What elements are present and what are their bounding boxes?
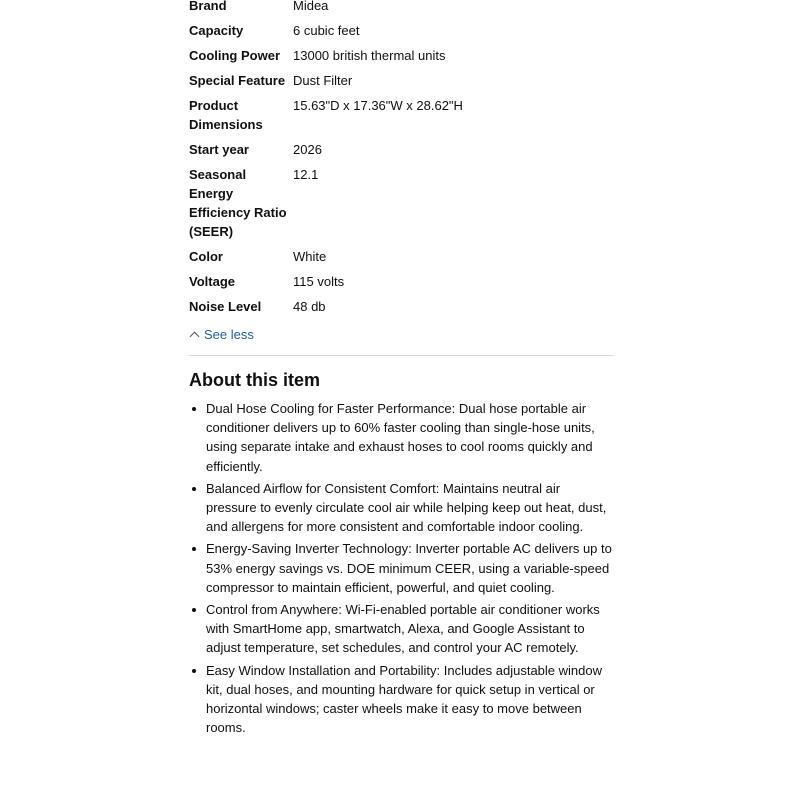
spec-value: 13000 british thermal units xyxy=(293,48,446,63)
about-section-title: About this item xyxy=(189,370,320,390)
bullet-icon xyxy=(192,407,196,411)
spec-row-special-feature xyxy=(189,71,613,96)
spec-label: Color xyxy=(189,249,223,264)
list-item xyxy=(189,661,613,738)
spec-label: Product Dimensions xyxy=(189,98,263,132)
bullet-text: Energy-Saving Inverter Technology: Inverter portable AC delivers up to 53% energy savings vs. DOE minimum CEER, using a variable-speed compressor to maintain efficient, powerful, and quiet cooling. xyxy=(206,541,612,595)
spec-value: 2026 xyxy=(293,142,322,157)
bullet-icon xyxy=(192,669,196,673)
bullet-text: Balanced Airflow for Consistent Comfort: Maintains neutral air pressure to evenly circulate cool air while helping keep out heat, dust, and allergens for more consistent and comfortable indoor cooling. xyxy=(206,480,607,535)
spec-label: Start year xyxy=(189,142,249,157)
bullet-icon xyxy=(192,487,196,491)
spec-table xyxy=(189,0,613,322)
see-less-link[interactable] xyxy=(189,325,254,344)
spec-row-voltage xyxy=(189,272,613,297)
spec-row-color xyxy=(189,247,613,272)
spec-label: Noise Level xyxy=(189,299,262,314)
bullet-icon xyxy=(192,547,196,551)
spec-label: Special Feature xyxy=(189,73,286,88)
spec-label: Cooling Power xyxy=(189,48,280,63)
list-item xyxy=(189,479,613,537)
section-divider xyxy=(189,355,613,356)
spec-row-start-year xyxy=(189,140,613,165)
list-item xyxy=(189,539,613,597)
chevron-up-icon xyxy=(190,332,200,342)
spec-value: Dust Filter xyxy=(293,73,353,88)
spec-value: Midea xyxy=(293,0,329,13)
bullet-text: Easy Window Installation and Portability: Includes adjustable window kit, dual hoses, and mounting hardware for quick setup in vertical or horizontal windows; caster wheels make it easy to move between rooms. xyxy=(206,662,602,736)
bullet-text: Control from Anywhere: Wi-Fi-enabled portable air conditioner works with SmartHome app, smartwatch, Alexa, and Google Assistant to adjust temperature, set schedules, and control your AC remotely. xyxy=(206,602,600,656)
spec-row-brand xyxy=(189,0,613,21)
spec-row-noise-level xyxy=(189,297,613,322)
spec-label: Voltage xyxy=(189,274,235,289)
spec-label: Capacity xyxy=(189,23,244,38)
spec-label: Brand xyxy=(189,0,227,13)
spec-value: 6 cubic feet xyxy=(293,23,360,38)
spec-row-seer xyxy=(189,165,613,247)
about-bullet-list xyxy=(189,399,613,737)
spec-value: 15.63"D x 17.36"W x 28.62"H xyxy=(293,98,463,113)
spec-value: 48 db xyxy=(293,299,326,314)
product-details xyxy=(189,0,613,740)
see-less-label: See less xyxy=(204,327,254,342)
spec-value: 12.1 xyxy=(293,167,319,182)
spec-value: 115 volts xyxy=(293,274,345,289)
spec-value: White xyxy=(293,249,327,264)
spec-row-capacity xyxy=(189,21,613,46)
bullet-icon xyxy=(192,608,196,612)
spec-row-product-dimensions xyxy=(189,96,613,140)
list-item xyxy=(189,399,613,476)
spec-row-cooling-power xyxy=(189,46,613,71)
list-item xyxy=(189,600,613,658)
bullet-text: Dual Hose Cooling for Faster Performance: Dual hose portable air conditioner delivers up to 60% faster cooling than single-hose units, using separate intake and exhaust hoses to cool rooms quickly and efficiently. xyxy=(206,401,595,474)
spec-label: Seasonal Energy Efficiency Ratio (SEER) xyxy=(189,167,287,239)
